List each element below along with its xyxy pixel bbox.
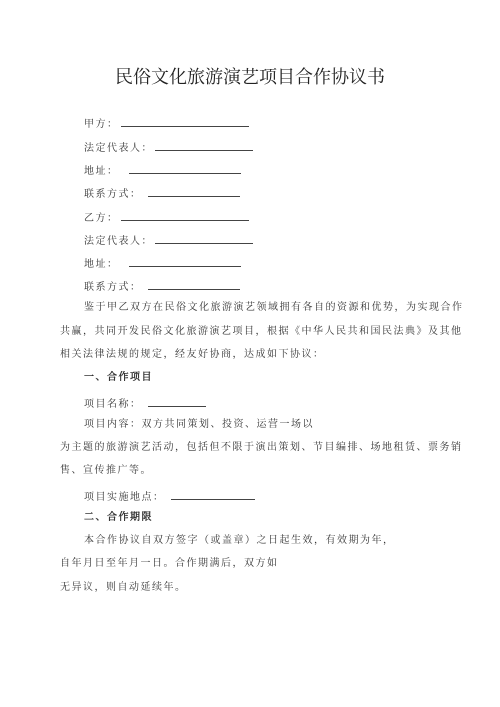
party-a-address-label: 地址： xyxy=(84,166,119,177)
party-b-name-blank xyxy=(121,210,249,221)
term-line: 本合作协议自双方签字（或盖章）之日起生效，有效期为年， xyxy=(84,535,395,546)
party-a-rep-row xyxy=(84,140,253,155)
project-content-line: 为主题的旅游演艺活动，包括但不限于演出策划、节目编排、场地租赁、票务销 xyxy=(60,442,463,453)
party-b-name-row xyxy=(84,210,249,225)
party-b-rep-row xyxy=(84,233,253,248)
party-b-address-blank xyxy=(129,256,241,267)
party-a-rep-blank xyxy=(155,140,253,151)
party-b-contact-label: 联系方式： xyxy=(84,282,142,293)
project-location-blank xyxy=(171,489,255,500)
party-a-name-row xyxy=(84,116,249,131)
party-a-name-blank xyxy=(121,116,249,127)
project-name-blank xyxy=(148,396,206,407)
party-a-rep-label: 法定代表人： xyxy=(84,143,153,154)
preamble-line: 鉴于甲乙双方在民俗文化旅游演艺领域拥有各自的资源和优势，为实现合作 xyxy=(84,302,464,313)
party-a-contact-blank xyxy=(148,186,240,197)
party-b-address-row xyxy=(84,256,241,271)
party-b-name-label: 乙方： xyxy=(84,213,119,224)
party-b-rep-label: 法定代表人： xyxy=(84,236,153,247)
preamble-line: 共赢，共同开发民俗文化旅游演艺项目，根据《中华人民共和国民法典》及其他 xyxy=(60,326,463,337)
section-heading: 二、合作期限 xyxy=(84,512,153,523)
party-b-address-label: 地址： xyxy=(84,259,119,270)
party-b-contact-row xyxy=(84,279,240,294)
party-a-name-label: 甲方： xyxy=(84,119,119,130)
term-line: 无异议，则自动延续年。 xyxy=(60,582,187,593)
document-title: 民俗文化旅游演艺项目合作协议书 xyxy=(115,67,385,88)
party-a-contact-label: 联系方式： xyxy=(84,189,142,200)
project-location-label: 项目实施地点： xyxy=(84,492,165,503)
party-a-contact-row xyxy=(84,186,240,201)
preamble-line: 相关法律法规的规定，经友好协商，达成如下协议： xyxy=(60,349,325,360)
project-name-label: 项目名称： xyxy=(84,399,142,410)
section-heading: 一、合作项目 xyxy=(84,372,153,383)
party-a-address-blank xyxy=(129,163,241,174)
project-content-line: 项目内容：双方共同策划、投资、运营一场以 xyxy=(84,419,314,430)
project-content-line: 售、宣传推广等。 xyxy=(60,465,152,476)
party-b-contact-blank xyxy=(148,279,240,290)
project-location-row xyxy=(84,489,255,504)
term-line: 自年月日至年月一日。合作期满后，双方如 xyxy=(60,558,279,569)
party-a-address-row xyxy=(84,163,241,178)
party-b-rep-blank xyxy=(155,233,253,244)
project-name-row xyxy=(84,396,206,411)
